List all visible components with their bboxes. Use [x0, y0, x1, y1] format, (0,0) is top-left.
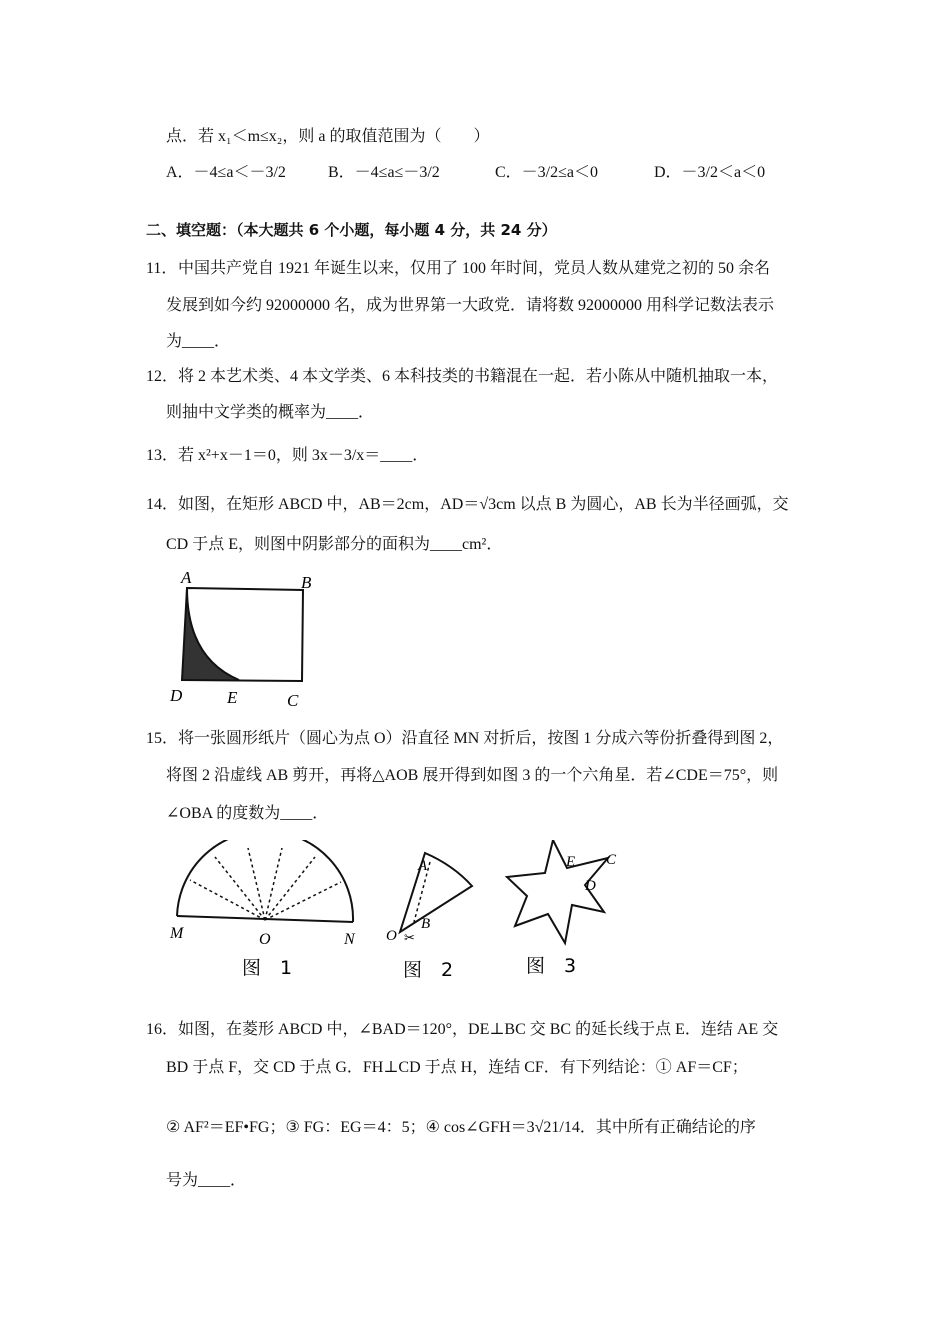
q14-label-b: B	[301, 573, 312, 592]
q15-fig2-label-b: B	[421, 916, 431, 932]
q12-line1: 将 2 本艺术类、4 本文学类、6 本科技类的书籍混在一起．若小陈从中随机抽取一本，	[178, 368, 779, 385]
q16-number: 16．	[146, 1021, 179, 1038]
q14-line1: 如图，在矩形 ABCD 中，AB＝2cm，AD＝√3cm 以点 B 为圆心，AB 长为半径画弧，交	[178, 496, 789, 513]
q15-fig3-caption: 图 3	[526, 955, 577, 977]
q16-line1: 如图，在菱形 ABCD 中，∠BAD＝120°，DE⊥BC 交 BC 的延长线于点 E．连结 AE 交	[178, 1021, 779, 1038]
q13-number: 13．	[146, 447, 179, 464]
q10-option-c-text: C．－3/2≤a＜0	[495, 164, 599, 181]
q14-rectangle-figure	[165, 568, 325, 713]
q11-line3: 为____．	[166, 333, 231, 350]
q15-fig3-label-d: D	[585, 878, 596, 894]
q15-fig1-fold-lines	[190, 848, 341, 920]
q15-fig2-label-a: A	[418, 858, 428, 874]
q15-fig3-label-c: C	[606, 852, 617, 868]
q10-tail-text: 点．若 x₁＜m≤x₂，则 a 的取值范围为（ ）	[166, 128, 490, 145]
q10-option-d-text: D．－3/2＜a＜0	[654, 164, 766, 181]
q15-fig2-label-o: O	[386, 928, 397, 944]
q11-line1: 中国共产党自 1921 年诞生以来，仅用了 100 年时间，党员人数从建党之初的 50 余名	[178, 260, 771, 277]
q10-option-a	[166, 162, 286, 208]
q15-figures	[160, 840, 640, 990]
q15-fig2-wedge	[400, 853, 472, 932]
q15-number: 15．	[146, 730, 179, 747]
q16-line2: BD 于点 F，交 CD 于点 G．FH⊥CD 于点 H，连结 CF．有下列结论：① AF＝CF；	[166, 1059, 748, 1076]
q10-option-c	[495, 162, 598, 208]
q13-text: 若 x²+x－1＝0，则 3x－3/x＝____．	[178, 447, 429, 464]
q10-option-b	[328, 162, 440, 208]
q14-label-e: E	[227, 688, 238, 707]
q15-line1: 将一张圆形纸片（圆心为点 O）沿直径 MN 对折后，按图 1 分成六等份折叠得到图 2，	[178, 730, 784, 747]
section-heading: 二、填空题：（本大题共 6 个小题，每小题 4 分，共 24 分）	[146, 221, 557, 239]
q12-line2: 则抽中文学类的概率为____．	[166, 404, 375, 421]
q16-line4: 号为____．	[166, 1172, 247, 1189]
q14-line2: CD 于点 E，则图中阴影部分的面积为____cm²．	[166, 536, 503, 553]
q10-option-b-text: B．－4≤a≤－3/2	[328, 164, 440, 181]
q15-fig1-caption: 图 1	[242, 957, 293, 979]
q15-fig1-semicircle	[177, 840, 353, 922]
q11-number: 11．	[146, 260, 178, 277]
q16-line3: ② AF²＝EF•FG；③ FG：EG＝4：5；④ cos∠GFH＝3√21/14．其中所有正确结论的序	[166, 1119, 756, 1136]
q15-line3: ∠OBA 的度数为____．	[166, 805, 329, 822]
q14-label-c: C	[287, 691, 299, 710]
q15-fig3-label-e: E	[566, 854, 576, 870]
q14-number: 14．	[146, 496, 179, 513]
q15-fig2-caption: 图 2	[403, 959, 454, 981]
q15-fig1-label-o: O	[259, 931, 271, 948]
q10-tail	[166, 126, 490, 148]
q15-fig1-label-m: M	[170, 925, 184, 942]
q11-line2: 发展到如今约 92000000 名，成为世界第一大政党．请将数 92000000 用科学记数法表示	[166, 297, 775, 314]
q14-shaded-region	[182, 588, 239, 680]
q15-fig2-scissors-icon: ✂	[404, 931, 415, 946]
q12-number: 12．	[146, 368, 179, 385]
q15-line2: 将图 2 沿虚线 AB 剪开，再将△AOB 展开得到如图 3 的一个六角星．若∠CDE＝75°，则	[166, 767, 779, 784]
q14-label-d: D	[170, 686, 183, 705]
q10-option-a-text: A．－4≤a＜－3/2	[166, 164, 286, 181]
q14-label-a: A	[181, 568, 192, 587]
q15-fig1-label-n: N	[344, 931, 355, 948]
q10-option-d	[654, 162, 765, 208]
